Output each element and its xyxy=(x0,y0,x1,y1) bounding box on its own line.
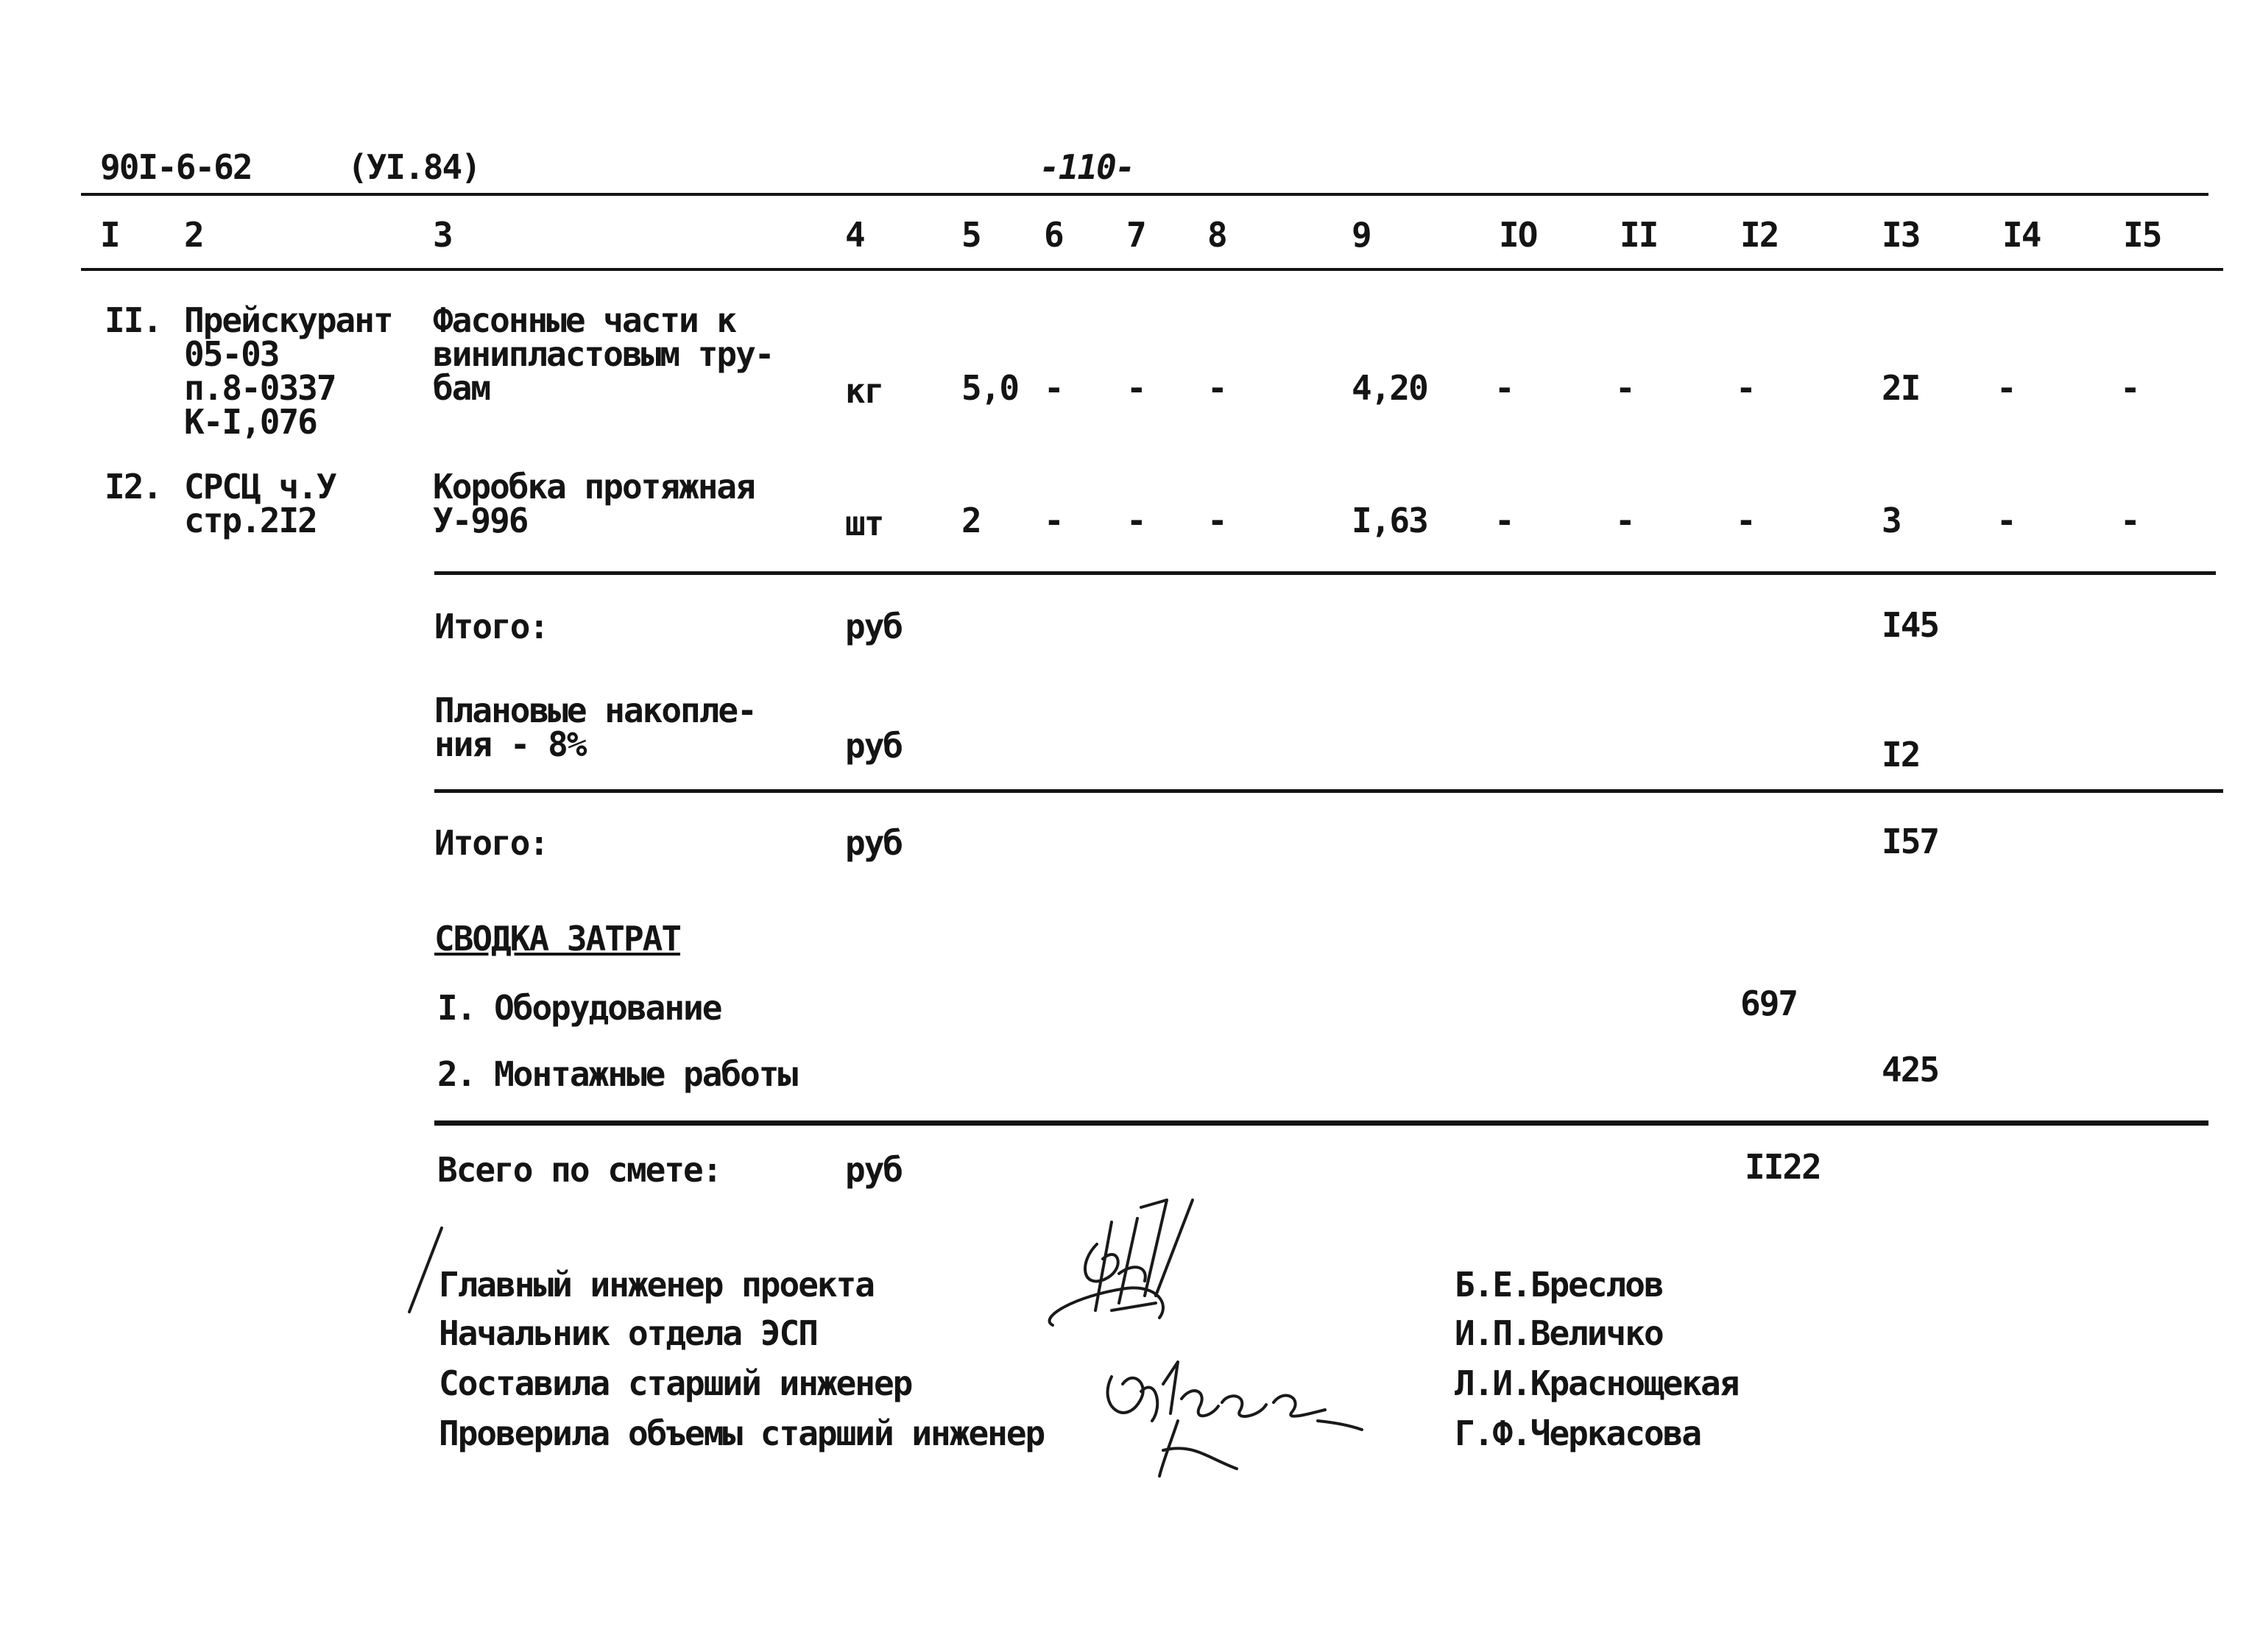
row-cell-7: - xyxy=(1126,501,1145,540)
overhead-label-line: Плановые накопле- xyxy=(434,691,756,730)
row-cell-12: - xyxy=(1736,368,1755,408)
row-unit-price: 4,20 xyxy=(1352,368,1427,408)
row-source-line: СРСЦ ч.У xyxy=(184,467,336,506)
overhead-label-line: ния - 8% xyxy=(434,724,586,764)
row-source-line: К-I,076 xyxy=(184,402,317,442)
signature-role: Начальник отдела ЭСП xyxy=(439,1313,817,1353)
row-name-line: Фасонные части к xyxy=(433,300,736,340)
signatory-name: Г.Ф.Черкасова xyxy=(1455,1413,1701,1453)
row-unit: кг xyxy=(845,371,883,411)
signatory-name: Б.Е.Бреслов xyxy=(1455,1265,1663,1305)
page-number: -110- xyxy=(1039,147,1134,187)
row-cell-6: - xyxy=(1044,368,1063,408)
overhead-value: I2 xyxy=(1882,735,1920,774)
row-name-line: винипластовым тру- xyxy=(433,334,774,374)
column-header-13: I3 xyxy=(1882,215,1920,255)
row-cell-8: - xyxy=(1207,368,1226,408)
row-number: I2. xyxy=(105,467,162,506)
handwritten-signature xyxy=(1082,1340,1377,1487)
column-header-9: 9 xyxy=(1352,215,1371,255)
column-header-5: 5 xyxy=(961,215,981,255)
summary-item-value: 697 xyxy=(1740,984,1798,1023)
row-source-line: Прейскурант xyxy=(184,300,392,340)
grand-total-unit: руб xyxy=(845,1150,903,1190)
row-cell-14: - xyxy=(1996,501,2016,540)
grand-total-label: Всего по смете: xyxy=(437,1150,721,1190)
column-header-rule xyxy=(81,268,2223,271)
subtotal-label: Итого: xyxy=(434,823,548,863)
column-header-15: I5 xyxy=(2123,215,2161,255)
column-header-11: II xyxy=(1620,215,1658,255)
signatory-name: И.П.Величко xyxy=(1455,1313,1663,1353)
subtotal-value: I57 xyxy=(1882,822,1939,861)
row-cell-8: - xyxy=(1207,501,1226,540)
subtotal-unit: руб xyxy=(845,823,903,863)
row-name-line: Коробка протяжная xyxy=(433,467,755,506)
row-cell-15: - xyxy=(2120,501,2139,540)
subtotal-unit: руб xyxy=(845,607,903,646)
row-quantity: 5,0 xyxy=(961,368,1019,408)
row-total: 3 xyxy=(1882,501,1901,540)
document-code: 90I-6-62 xyxy=(100,147,252,187)
summary-item-label: 2. Монтажные работы xyxy=(437,1054,797,1094)
row-number: II. xyxy=(105,300,162,340)
signature-role: Проверила объемы старший инженер xyxy=(439,1413,1045,1453)
signature-role: Главный инженер проекта xyxy=(439,1265,874,1305)
row-cell-10: - xyxy=(1494,368,1514,408)
row-source-line: п.8-0337 xyxy=(184,368,336,408)
row-cell-10: - xyxy=(1494,501,1514,540)
subtotal-rule xyxy=(434,571,2216,575)
row-cell-14: - xyxy=(1996,368,2016,408)
row-source-line: 05-03 xyxy=(184,334,279,374)
row-quantity: 2 xyxy=(961,501,981,540)
row-total: 2I xyxy=(1882,368,1920,408)
column-header-2: 2 xyxy=(184,215,203,255)
column-header-4: 4 xyxy=(845,215,864,255)
column-header-3: 3 xyxy=(433,215,452,255)
overhead-unit: руб xyxy=(845,726,903,766)
document-date: (УI.84) xyxy=(347,147,480,187)
grand-total-value: II22 xyxy=(1745,1147,1821,1187)
signatory-name: Л.И.Краснощекая xyxy=(1455,1363,1739,1403)
column-header-8: 8 xyxy=(1207,215,1226,255)
column-header-7: 7 xyxy=(1126,215,1145,255)
row-source-line: стр.2I2 xyxy=(184,501,317,540)
row-unit: шт xyxy=(845,504,883,543)
column-header-1: I xyxy=(100,215,119,255)
row-cell-7: - xyxy=(1126,368,1145,408)
column-header-14: I4 xyxy=(2002,215,2041,255)
summary-item-value: 425 xyxy=(1882,1050,1939,1090)
summary-title: СВОДКА ЗАТРАТ xyxy=(434,919,681,959)
subtotal-rule xyxy=(434,789,2223,793)
signature-role: Составила старший инженер xyxy=(439,1363,912,1403)
row-name-line: У-996 xyxy=(433,501,528,540)
subtotal-label: Итого: xyxy=(434,607,548,646)
row-cell-11: - xyxy=(1615,368,1634,408)
row-cell-15: - xyxy=(2120,368,2139,408)
row-cell-6: - xyxy=(1044,501,1063,540)
column-header-10: IO xyxy=(1499,215,1537,255)
row-cell-11: - xyxy=(1615,501,1634,540)
row-name-line: бам xyxy=(433,368,490,408)
subtotal-value: I45 xyxy=(1882,605,1939,645)
grand-total-rule xyxy=(434,1120,2208,1126)
column-header-12: I2 xyxy=(1740,215,1779,255)
summary-item-label: I. Оборудование xyxy=(437,988,721,1028)
handwritten-signature xyxy=(1009,1193,1251,1340)
row-cell-12: - xyxy=(1736,501,1755,540)
table-top-rule xyxy=(81,193,2208,196)
row-unit-price: I,63 xyxy=(1352,501,1427,540)
column-header-6: 6 xyxy=(1044,215,1063,255)
